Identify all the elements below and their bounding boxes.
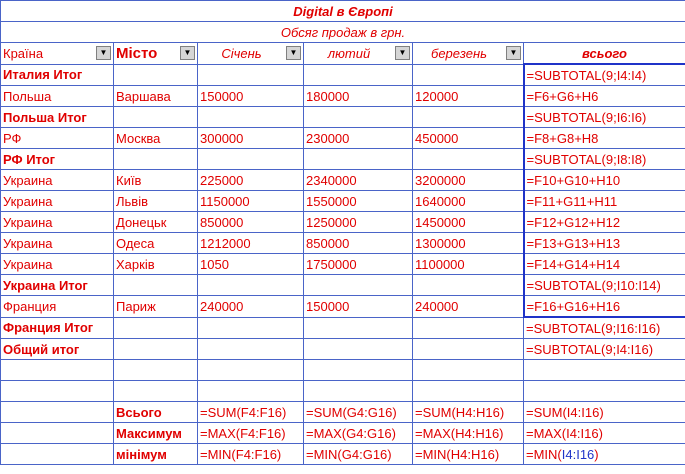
cell-total[interactable]: =SUBTOTAL(9;I4:I4) <box>524 64 685 86</box>
table-row <box>1 296 685 318</box>
empty-cell[interactable] <box>413 381 524 402</box>
cell-total[interactable]: =F12+G12+H12 <box>524 212 685 233</box>
cell-feb[interactable]: 850000 <box>304 233 413 254</box>
cell-jan[interactable] <box>198 107 304 128</box>
cell-jan[interactable] <box>198 317 304 339</box>
cell-city[interactable] <box>114 339 198 360</box>
summary-cell-mar[interactable]: =MAX(H4:H16) <box>413 423 524 444</box>
cell-jan[interactable]: 300000 <box>198 128 304 149</box>
cell-total[interactable]: =F14+G14+H14 <box>524 254 685 275</box>
cell-total[interactable]: =SUBTOTAL(9;I8:I8) <box>524 149 685 170</box>
cell-country[interactable]: РФ Итог <box>1 149 114 170</box>
filter-dropdown-mar-icon[interactable]: ▼ <box>506 46 521 60</box>
summary-cell-jan[interactable]: =SUM(F4:F16) <box>198 402 304 423</box>
cell-city[interactable]: Донецьк <box>114 212 198 233</box>
cell-mar[interactable]: 120000 <box>413 86 524 107</box>
empty-cell[interactable] <box>1 444 114 465</box>
subtotal-row <box>1 149 685 170</box>
cell-mar[interactable] <box>413 107 524 128</box>
cell-feb[interactable]: 150000 <box>304 296 413 318</box>
cell-country[interactable]: РФ <box>1 128 114 149</box>
cell-mar[interactable]: 1100000 <box>413 254 524 275</box>
cell-country[interactable]: Украина <box>1 212 114 233</box>
cell-feb[interactable] <box>304 275 413 296</box>
cell-country[interactable]: Украина <box>1 233 114 254</box>
table-row <box>1 254 685 275</box>
header-city-label: Місто <box>116 44 158 62</box>
header-total[interactable]: всього <box>524 43 685 65</box>
empty-cell[interactable] <box>198 360 304 381</box>
formula-suffix: ) <box>594 446 599 462</box>
empty-cell[interactable] <box>304 360 413 381</box>
summary-row <box>1 423 685 444</box>
cell-total[interactable]: =SUBTOTAL(9;I16:I16) <box>524 317 685 339</box>
cell-mar[interactable] <box>413 339 524 360</box>
cell-mar[interactable]: 240000 <box>413 296 524 318</box>
cell-country[interactable]: Украина Итог <box>1 275 114 296</box>
filter-dropdown-feb-icon[interactable]: ▼ <box>395 46 410 60</box>
summary-cell-mar[interactable]: =MIN(H4:H16) <box>413 444 524 465</box>
cell-feb[interactable] <box>304 317 413 339</box>
cell-jan[interactable]: 240000 <box>198 296 304 318</box>
empty-cell[interactable] <box>1 381 114 402</box>
cell-city[interactable] <box>114 317 198 339</box>
cell-country[interactable]: Украина <box>1 170 114 191</box>
formula-prefix: =MIN( <box>526 446 562 462</box>
cell-country[interactable]: Польша Итог <box>1 107 114 128</box>
cell-jan[interactable]: 1212000 <box>198 233 304 254</box>
cell-feb[interactable] <box>304 149 413 170</box>
cell-mar[interactable]: 1300000 <box>413 233 524 254</box>
cell-feb[interactable]: 1550000 <box>304 191 413 212</box>
empty-cell[interactable] <box>1 402 114 423</box>
summary-cell-total[interactable]: =SUM(I4:I16) <box>524 402 685 423</box>
cell-feb[interactable] <box>304 107 413 128</box>
summary-cell-total[interactable]: =MAX(I4:I16) <box>524 423 685 444</box>
filter-dropdown-jan-icon[interactable]: ▼ <box>286 46 301 60</box>
header-feb[interactable] <box>304 43 413 65</box>
empty-cell[interactable] <box>198 381 304 402</box>
empty-row <box>1 360 685 381</box>
cell-jan[interactable]: 1050 <box>198 254 304 275</box>
cell-city[interactable] <box>114 275 198 296</box>
formula-range-reference: I4:I16 <box>561 446 595 462</box>
cell-feb[interactable]: 1750000 <box>304 254 413 275</box>
cell-total[interactable]: =F10+G10+H10 <box>524 170 685 191</box>
subtotal-row <box>1 339 685 360</box>
filter-dropdown-city-icon[interactable]: ▼ <box>180 46 195 60</box>
header-jan[interactable] <box>198 43 304 65</box>
empty-cell[interactable] <box>114 381 198 402</box>
cell-total[interactable]: =F8+G8+H8 <box>524 128 685 149</box>
cell-city[interactable]: Одеса <box>114 233 198 254</box>
cell-city[interactable]: Київ <box>114 170 198 191</box>
cell-mar[interactable] <box>413 275 524 296</box>
subtotal-row <box>1 275 685 296</box>
cell-country[interactable]: Франция <box>1 296 114 318</box>
cell-city[interactable]: Москва <box>114 128 198 149</box>
table-row <box>1 212 685 233</box>
header-country-label: Країна <box>3 45 44 61</box>
summary-cell-feb[interactable]: =MIN(G4:G16) <box>304 444 413 465</box>
cell-total[interactable]: =SUBTOTAL(9;I4:I16) <box>524 339 685 360</box>
empty-cell[interactable] <box>304 381 413 402</box>
table-row <box>1 86 685 107</box>
summary-cell-total[interactable] <box>524 444 685 465</box>
cell-country[interactable]: Франция Итог <box>1 317 114 339</box>
cell-feb[interactable] <box>304 339 413 360</box>
cell-feb[interactable] <box>304 64 413 86</box>
cell-total[interactable]: =F6+G6+H6 <box>524 86 685 107</box>
cell-total[interactable]: =SUBTOTAL(9;I6:I6) <box>524 107 685 128</box>
cell-country[interactable]: Общий итог <box>1 339 114 360</box>
empty-cell[interactable] <box>524 381 685 402</box>
table-row <box>1 233 685 254</box>
empty-cell[interactable] <box>413 360 524 381</box>
cell-feb[interactable]: 230000 <box>304 128 413 149</box>
cell-city[interactable] <box>114 64 198 86</box>
summary-cell-label[interactable]: мінімум <box>114 444 198 465</box>
cell-country[interactable]: Польша <box>1 86 114 107</box>
subtotal-row <box>1 317 685 339</box>
cell-country[interactable]: Украина <box>1 191 114 212</box>
cell-mar[interactable]: 450000 <box>413 128 524 149</box>
header-country[interactable] <box>1 43 114 65</box>
cell-mar[interactable]: 1640000 <box>413 191 524 212</box>
empty-cell[interactable] <box>1 360 114 381</box>
header-feb-label: лютий <box>327 45 371 61</box>
cell-city[interactable]: Львів <box>114 191 198 212</box>
cell-jan[interactable]: 225000 <box>198 170 304 191</box>
cell-mar[interactable]: 3200000 <box>413 170 524 191</box>
empty-cell[interactable] <box>524 360 685 381</box>
header-city[interactable] <box>114 43 198 65</box>
cell-jan[interactable]: 150000 <box>198 86 304 107</box>
cell-feb[interactable]: 1250000 <box>304 212 413 233</box>
cell-feb[interactable]: 180000 <box>304 86 413 107</box>
empty-cell[interactable] <box>114 360 198 381</box>
table-row <box>1 170 685 191</box>
summary-cell-mar[interactable]: =SUM(H4:H16) <box>413 402 524 423</box>
summary-row <box>1 444 685 465</box>
header-mar-label: березень <box>431 45 487 61</box>
cell-city[interactable]: Париж <box>114 296 198 318</box>
cell-city[interactable]: Варшава <box>114 86 198 107</box>
cell-jan[interactable] <box>198 339 304 360</box>
cell-mar[interactable]: 1450000 <box>413 212 524 233</box>
subtotal-row <box>1 64 685 86</box>
cell-city[interactable] <box>114 149 198 170</box>
cell-city[interactable]: Харків <box>114 254 198 275</box>
header-mar[interactable] <box>413 43 524 65</box>
subtotal-row <box>1 107 685 128</box>
empty-row <box>1 381 685 402</box>
header-row <box>1 43 685 65</box>
cell-jan[interactable]: 850000 <box>198 212 304 233</box>
summary-cell-feb[interactable]: =MAX(G4:G16) <box>304 423 413 444</box>
cell-jan[interactable]: 1150000 <box>198 191 304 212</box>
cell-mar[interactable] <box>413 317 524 339</box>
cell-country[interactable]: Италия Итог <box>1 64 114 86</box>
summary-cell-jan[interactable]: =MIN(F4:F16) <box>198 444 304 465</box>
summary-cell-jan[interactable]: =MAX(F4:F16) <box>198 423 304 444</box>
header-jan-label: Січень <box>221 45 262 61</box>
table-row <box>1 191 685 212</box>
cell-total[interactable]: =SUBTOTAL(9;I10:I14) <box>524 275 685 296</box>
table-row <box>1 128 685 149</box>
sheet-title-cell[interactable]: Digital в Європі <box>1 1 685 22</box>
summary-row <box>1 402 685 423</box>
cell-total[interactable]: =F13+G13+H13 <box>524 233 685 254</box>
filter-dropdown-country-icon[interactable]: ▼ <box>96 46 111 60</box>
summary-cell-label[interactable]: Максимум <box>114 423 198 444</box>
summary-cell-feb[interactable]: =SUM(G4:G16) <box>304 402 413 423</box>
empty-cell[interactable] <box>1 423 114 444</box>
cell-jan[interactable] <box>198 275 304 296</box>
cell-total[interactable]: =F16+G16+H16 <box>524 296 685 318</box>
cell-city[interactable] <box>114 107 198 128</box>
summary-cell-label[interactable]: Всього <box>114 402 198 423</box>
cell-country[interactable]: Украина <box>1 254 114 275</box>
cell-feb[interactable]: 2340000 <box>304 170 413 191</box>
cell-jan[interactable] <box>198 149 304 170</box>
cell-mar[interactable] <box>413 64 524 86</box>
sheet-subtitle-cell[interactable]: Обсяг продаж в грн. <box>1 22 685 43</box>
cell-mar[interactable] <box>413 149 524 170</box>
cell-jan[interactable] <box>198 64 304 86</box>
cell-total[interactable]: =F11+G11+H11 <box>524 191 685 212</box>
